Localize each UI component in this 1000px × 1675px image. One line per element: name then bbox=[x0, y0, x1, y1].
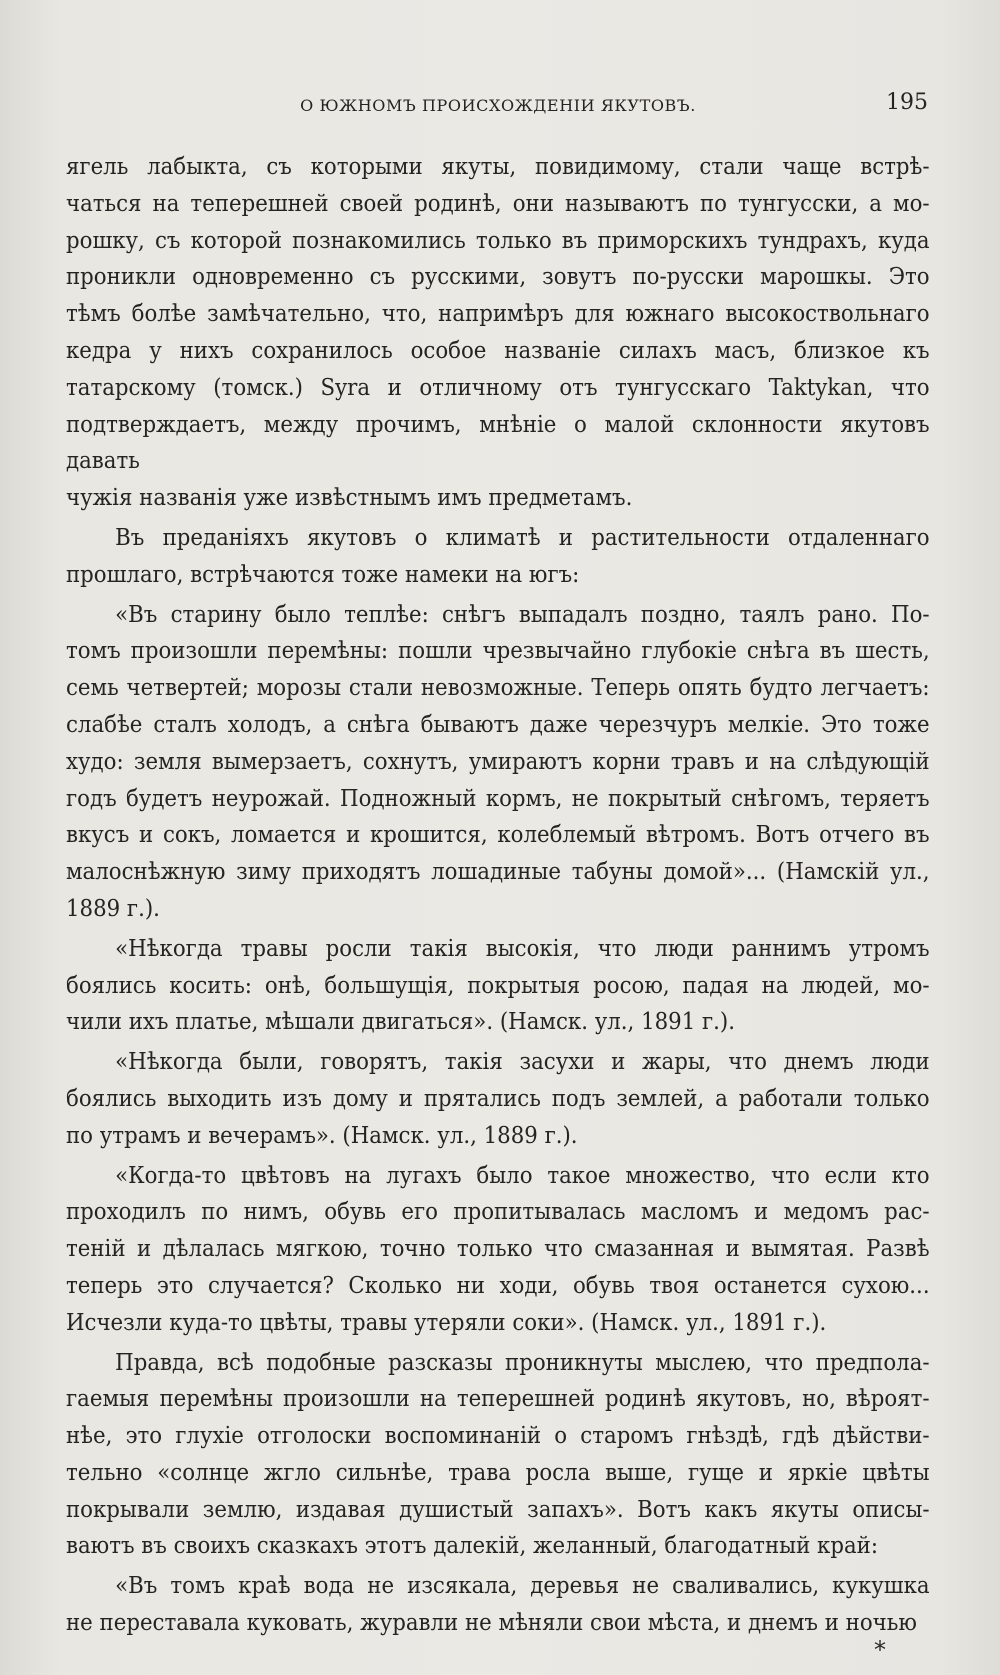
text-line: теній и дѣлалась мягкою, точно только что смазанная и вымятая. Развѣ bbox=[66, 1234, 930, 1263]
text-line: «Въ старину было теплѣе: снѣгъ выпадалъ поздно, таялъ рано. По- bbox=[115, 599, 930, 628]
text-line: «Въ томъ краѣ вода не изсякала, деревья не сваливались, кукушка bbox=[115, 1571, 930, 1600]
paragraph bbox=[66, 1043, 930, 1153]
text-line: годъ будетъ неурожай. Подножный кормъ, не покрытый снѣгомъ, теряетъ bbox=[66, 783, 930, 812]
paragraph bbox=[66, 930, 930, 1040]
paragraph bbox=[66, 596, 930, 927]
page-header bbox=[66, 88, 930, 128]
text-line: «Когда-то цвѣтовъ на лугахъ было такое множество, что если кто bbox=[115, 1160, 930, 1189]
text-line: боялись выходить изъ дому и прятались подъ землей, а работали только bbox=[66, 1083, 930, 1112]
paragraph bbox=[66, 1567, 930, 1641]
text-line: «Нѣкогда были, говорятъ, такія засухи и жары, что днемъ люди bbox=[115, 1047, 930, 1076]
text-line: тѣмъ болѣе замѣчательно, что, напримѣръ для южнаго высокоствольнаго bbox=[66, 299, 930, 328]
text-line: Въ преданіяхъ якутовъ о климатѣ и растительности отдаленнаго bbox=[115, 522, 930, 551]
text-line: чили ихъ платье, мѣшали двигаться». (Намск. ул., 1891 г.). bbox=[66, 1007, 736, 1036]
text-line: татарскому (томск.) Syra и отличному отъ тунгусскаго Taktykan, что bbox=[66, 372, 930, 401]
text-line: гаемыя перемѣны произошли на теперешней родинѣ якутовъ, но, вѣроят- bbox=[66, 1384, 930, 1413]
text-line: чужія названія уже извѣстнымъ имъ предметамъ. bbox=[66, 483, 633, 512]
text-line: боялись косить: онѣ, большущія, покрытыя росою, падая на людей, мо- bbox=[66, 970, 930, 999]
text-line: нѣе, это глухіе отголоски воспоминаній о старомъ гнѣздѣ, гдѣ дѣйстви- bbox=[66, 1421, 930, 1450]
text-line: проходилъ по нимъ, обувь его пропитывалась масломъ и медомъ рас- bbox=[66, 1197, 930, 1226]
text-line: 1889 г.). bbox=[66, 893, 160, 922]
text-line: худо: земля вымерзаетъ, сохнутъ, умираютъ корни травъ и на слѣдующій bbox=[66, 746, 930, 775]
body-text bbox=[66, 148, 937, 1644]
text-line: тельно «солнце жгло сильнѣе, трава росла выше, гуще и яркіе цвѣты bbox=[66, 1457, 930, 1486]
text-line: кедра у нихъ сохранилось особое названіе силахъ масъ, близкое къ bbox=[66, 335, 930, 364]
text-line: малоснѣжную зиму приходятъ лошадиные табуны домой»... (Намскій ул., bbox=[66, 857, 930, 886]
text-line: Правда, всѣ подобные разсказы проникнуты мыслею, что предпола- bbox=[115, 1347, 930, 1376]
text-line: томъ произошли перемѣны: пошли чрезвычайно глубокіе снѣга въ шесть, bbox=[66, 636, 930, 665]
text-line: покрывали землю, издавая душистый запахъ». Вотъ какъ якуты описы- bbox=[66, 1494, 930, 1523]
text-line: ягель лабыкта, съ которыми якуты, повидимому, стали чаще встрѣ- bbox=[66, 152, 930, 180]
text-line: теперь это случается? Сколько ни ходи, обувь твоя останется сухою... bbox=[66, 1270, 930, 1299]
text-line: слабѣе сталъ холодъ, а снѣга бываютъ даже черезчуръ мелкіе. Это тоже bbox=[66, 709, 930, 738]
signature-mark: * bbox=[874, 1636, 886, 1664]
running-title: О ЮЖНОМЪ ПРОИСХОЖДЕНІИ ЯКУТОВЪ. bbox=[300, 96, 696, 115]
text-line: «Нѣкогда травы росли такія высокія, что люди раннимъ утромъ bbox=[115, 933, 930, 962]
text-line: по утрамъ и вечерамъ». (Намск. ул., 1889 г.). bbox=[66, 1120, 578, 1149]
text-line: не переставала куковать, журавли не мѣняли свои мѣста, и днемъ и ночью bbox=[66, 1608, 917, 1637]
text-line: ваютъ въ своихъ сказкахъ этотъ далекій, желанный, благодатный край: bbox=[66, 1531, 879, 1560]
text-line: прошлаго, встрѣчаются тоже намеки на югъ: bbox=[66, 559, 580, 588]
paragraph bbox=[66, 1344, 930, 1565]
page-number: 195 bbox=[886, 90, 928, 115]
text-line: Исчезли куда-то цвѣты, травы утеряли соки». (Намск. ул., 1891 г.). bbox=[66, 1307, 827, 1336]
paragraph bbox=[66, 519, 930, 593]
text-line: вкусъ и сокъ, ломается и крошится, колеблемый вѣтромъ. Вотъ отчего въ bbox=[66, 820, 930, 849]
text-line: рошку, съ которой познакомились только въ приморскихъ тундрахъ, куда bbox=[66, 225, 930, 254]
paragraph bbox=[66, 148, 937, 516]
text-line: проникли одновременно съ русскими, зовутъ по-русски марошкы. Это bbox=[66, 262, 930, 291]
paragraph bbox=[66, 1157, 930, 1341]
text-line: подтверждаетъ, между прочимъ, мнѣніе о малой склонности якутовъ давать bbox=[66, 409, 937, 475]
text-line: семь четвертей; морозы стали невозможные. Теперь опять будто легчаетъ: bbox=[66, 673, 930, 702]
text-line: чаться на теперешней своей родинѣ, они называютъ по тунгусски, а мо- bbox=[66, 188, 930, 217]
